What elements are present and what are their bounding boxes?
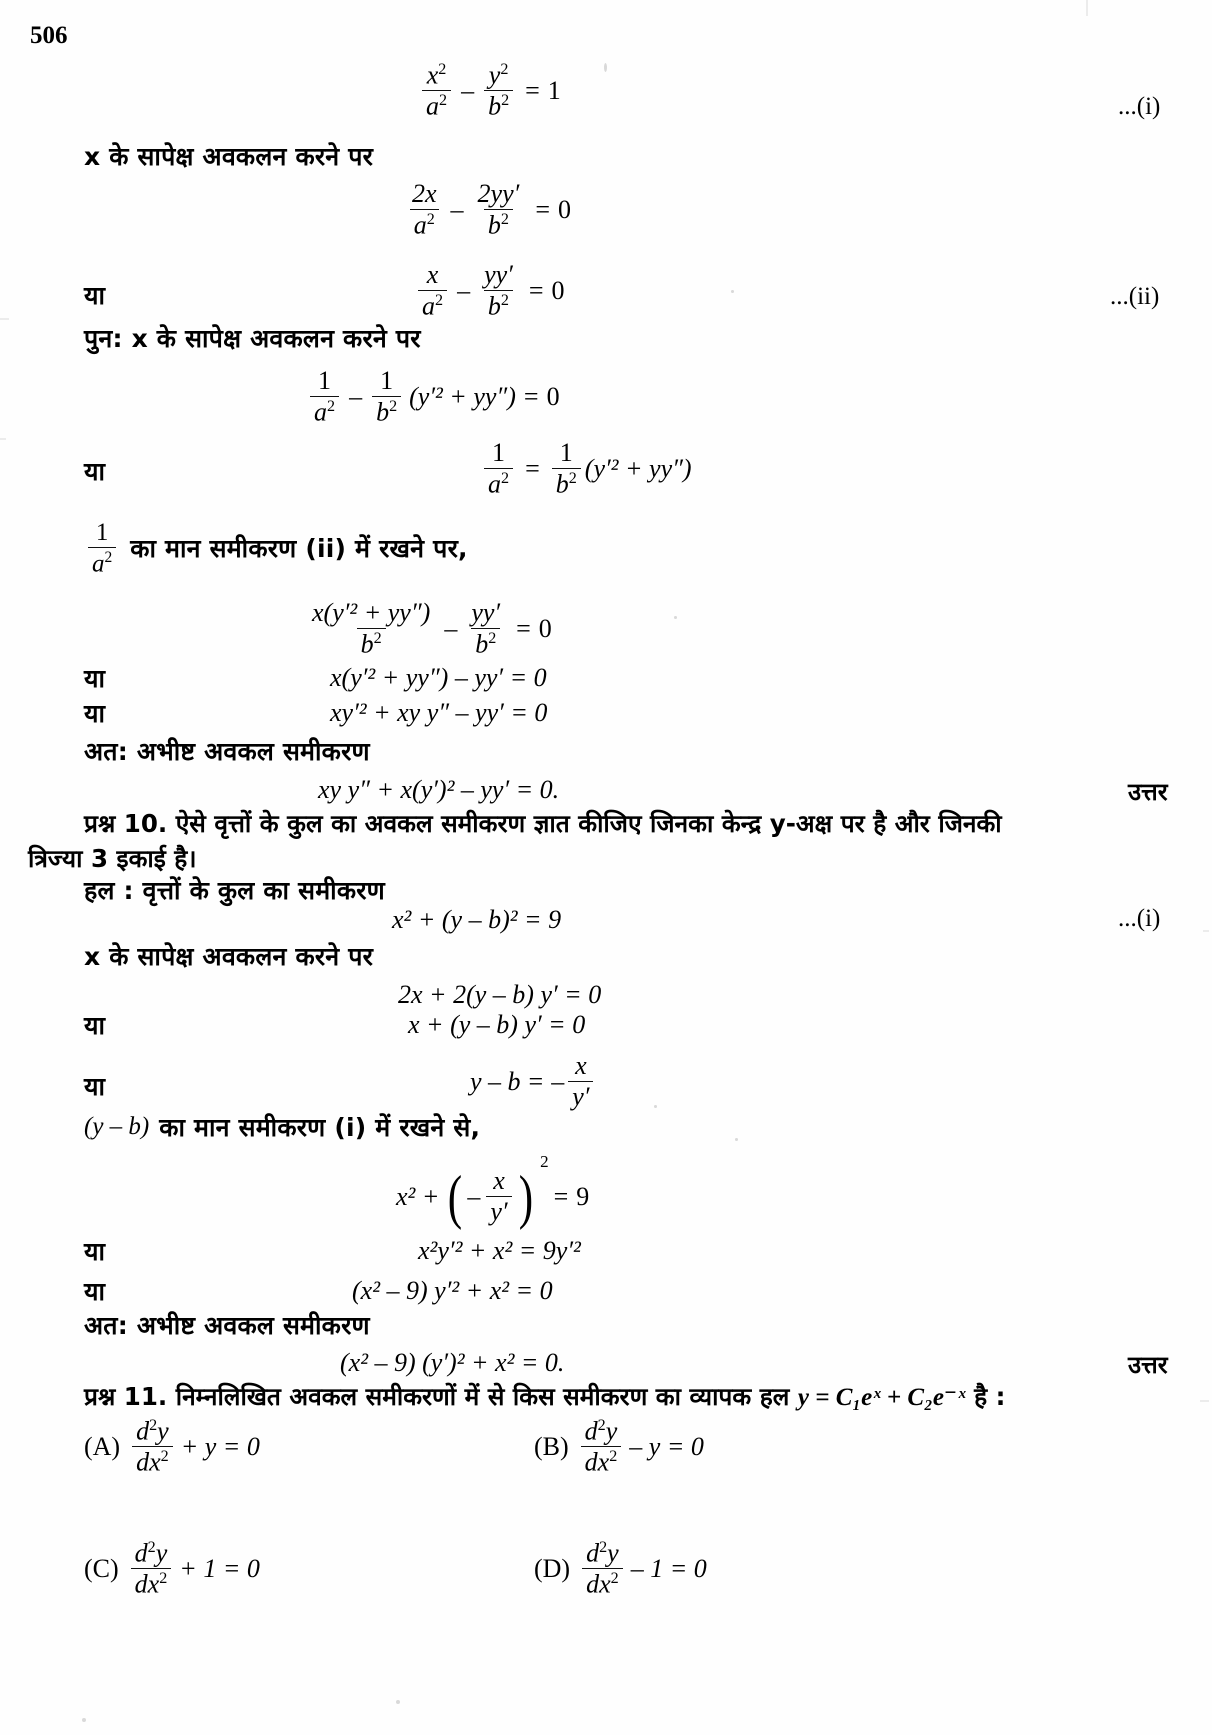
minus-sign: – <box>551 1066 565 1096</box>
equals-sign: = <box>525 76 540 106</box>
option-a-tail: + y = 0 <box>180 1432 260 1462</box>
fraction-x-over-yprime: $\frac{x}{y'}$ <box>486 1168 511 1225</box>
option-d[interactable] <box>534 1540 707 1598</box>
paren-group-minus-x-over-yprime <box>445 1152 549 1230</box>
equals-sign: = <box>553 1181 569 1211</box>
equation-circle-derivative-1: 2x + 2(y – b) y′ = 0 <box>398 980 602 1009</box>
option-b-label: (B) <box>534 1432 569 1462</box>
equation-first-derivative-simplified <box>414 262 565 320</box>
fraction-x-over-yprime: $\frac{x}{y'}$ <box>568 1053 593 1110</box>
right-paren: ) <box>518 1163 533 1230</box>
fraction-2yyprime-over-b2: $\frac{2yy'}{b^2}$ <box>477 179 520 240</box>
scan-speck <box>654 1105 657 1108</box>
equation-final-q9: xy y″ + x(y′)² – yy′ = 0. <box>318 775 560 804</box>
option-c[interactable] <box>84 1540 260 1598</box>
fraction-yyprime-over-b2: $\frac{yy'}{b^2}$ <box>471 598 501 659</box>
label-ya-5: या <box>84 1011 106 1040</box>
option-a[interactable] <box>84 1418 260 1476</box>
scan-edge-mark <box>1086 0 1088 16</box>
fraction-yyprime-over-b2: $\frac{yy'}{b^2}$ <box>484 260 513 321</box>
fraction-1-over-a2: $\frac{1}{a^2}$ <box>484 440 513 498</box>
equation-hyperbola <box>418 62 561 120</box>
minus-operator: – <box>450 194 464 224</box>
fraction-y2-over-b2: $\frac{y^2}{b^2}$ <box>484 62 513 120</box>
answer-label-1: उत्तर <box>1128 778 1168 806</box>
fraction-x-over-a2: $\frac{x}{a^2}$ <box>418 262 447 320</box>
scan-edge-mark <box>0 438 6 440</box>
text-substitute-in-ii: का मान समीकरण (ii) में रखने पर, <box>130 534 468 564</box>
minus-operator: – <box>457 275 471 305</box>
label-ya-8: या <box>84 1277 106 1306</box>
scan-speck <box>674 616 677 619</box>
question-11-text-before: निम्नलिखित अवकल समीकरणों में से किस समीकरण का व्यापक हल <box>175 1382 790 1411</box>
text-hence-required-de-1: अत: अभीष्ट अवकल समीकरण <box>84 737 370 766</box>
question-11-general-solution: y = C₁eˣ + C₂e⁻ˣ <box>797 1384 966 1411</box>
equals-sign: = <box>525 453 540 483</box>
question-11-number: प्रश्न 11. <box>84 1382 168 1411</box>
equation-first-derivative <box>404 181 571 239</box>
equation-circle-substituted <box>396 1152 590 1230</box>
option-d-label: (D) <box>534 1554 571 1584</box>
label-ya-1: या <box>84 281 106 310</box>
label-ya-7: या <box>84 1237 106 1266</box>
option-b[interactable] <box>534 1418 704 1476</box>
label-ya-3: या <box>84 664 106 693</box>
option-d-tail: – 1 = 0 <box>630 1554 707 1584</box>
inline-fraction-1-over-a2: $\frac{1}{a^2}$ <box>88 520 116 576</box>
scan-edge-mark <box>1200 1400 1209 1402</box>
line-substitute-yb <box>84 1110 480 1144</box>
label-ya-6: या <box>84 1072 106 1101</box>
rhs-value: 0 <box>558 194 571 224</box>
equation-final-q10: (x² – 9) (y′)² + x² = 0. <box>340 1348 565 1377</box>
fraction-d2y-over-dx2: $\frac{d^2y}{dx^2}$ <box>582 1540 623 1598</box>
equals-sign: = <box>523 381 539 411</box>
fraction-xbracket-over-b2: $\frac{\text{x(y′² + yy″)}}{b^2}$ <box>312 598 431 659</box>
page-number: 506 <box>30 22 68 49</box>
question-11-line <box>84 1381 1204 1415</box>
scan-speck <box>731 290 734 293</box>
scan-speck <box>735 1138 738 1141</box>
rhs-value: 0 <box>538 613 552 643</box>
scan-speck <box>82 1718 86 1722</box>
rhs-value: 0 <box>551 275 565 305</box>
minus-operator: – <box>461 76 475 106</box>
equation-substituted <box>304 600 552 658</box>
equation-tag-i: ...(i) <box>1118 93 1161 120</box>
fraction-d2y-over-dx2: $\frac{d^2y}{dx^2}$ <box>581 1418 622 1476</box>
lead-x2-plus: x² + <box>396 1181 440 1211</box>
equation-expand-1: x(y′² + yy″) – yy′ = 0 <box>330 663 547 692</box>
text-solution-prefix: हल : वृत्तों के कुल का समीकरण <box>84 876 385 905</box>
scan-speck <box>604 63 607 72</box>
equals-sign: = <box>528 1066 544 1096</box>
equation-circle-expand-2: (x² – 9) y′² + x² = 0 <box>352 1276 553 1305</box>
exponent-2: 2 <box>540 1152 549 1171</box>
label-ya-4: या <box>84 699 106 728</box>
equation-inverse-a2 <box>480 440 692 498</box>
label-ya-2: या <box>84 457 106 486</box>
text-differentiate-wrt-x: x के सापेक्ष अवकलन करने पर <box>84 142 374 171</box>
equation-tag-ii: ...(ii) <box>1110 283 1160 310</box>
text-differentiate-wrt-x-2: x के सापेक्ष अवकलन करने पर <box>84 942 374 971</box>
equation-circle-derivative-2: x + (y – b) y′ = 0 <box>408 1010 586 1039</box>
equation-circle-expand-1: x²y′² + x² = 9y′² <box>418 1236 581 1265</box>
minus-sign: – <box>467 1181 481 1211</box>
expr-y-minus-b-paren: (y – b) <box>84 1113 150 1140</box>
option-c-tail: + 1 = 0 <box>179 1554 260 1584</box>
line-substitute-in-ii <box>84 520 468 576</box>
lhs-y-minus-b: y – b <box>470 1066 521 1096</box>
question-10-line-2: त्रिज्या 3 इकाई है। <box>28 844 197 873</box>
fraction-d2y-over-dx2: $\frac{d^2y}{dx^2}$ <box>132 1418 173 1476</box>
fraction-x2-over-a2: $\frac{x^2}{a^2}$ <box>422 62 451 120</box>
rhs-value: 9 <box>576 1181 590 1211</box>
scan-speck <box>396 1700 400 1704</box>
question-10-text-line-1: ऐसे वृत्तों के कुल का अवकल समीकरण ज्ञात कीजिए जिनका केन्द्र y-अक्ष पर है और जिनकी <box>175 809 1002 838</box>
fraction-1-over-a2: $\frac{1}{a^2}$ <box>310 368 339 426</box>
scan-edge-mark <box>1203 930 1209 932</box>
question-10-line-1 <box>84 808 1189 840</box>
equals-sign: = <box>535 194 550 224</box>
option-c-label: (C) <box>84 1554 119 1584</box>
equation-second-derivative <box>306 368 560 426</box>
minus-operator: – <box>349 381 363 411</box>
fraction-d2y-over-dx2: $\frac{d^2y}{dx^2}$ <box>131 1540 172 1598</box>
equation-circle-family: x² + (y – b)² = 9 <box>392 905 562 934</box>
text-hence-required-de-2: अत: अभीष्ट अवकल समीकरण <box>84 1311 370 1340</box>
left-paren: ( <box>448 1163 463 1230</box>
text-substitute-yb-in-i: का मान समीकरण (i) में रखने से, <box>159 1113 481 1142</box>
equals-sign: = <box>528 275 544 305</box>
fraction-2x-over-a2: $\frac{2x}{a^2}$ <box>408 181 441 239</box>
equals-sign: = <box>516 613 531 643</box>
equation-expand-2: xy′² + xy y″ – yy′ = 0 <box>330 698 548 727</box>
minus-operator: – <box>444 613 458 643</box>
equation-y-minus-b <box>470 1053 597 1110</box>
question-10-number: प्रश्न 10. <box>84 809 168 838</box>
text-again-differentiate-wrt-x: पुन: x के सापेक्ष अवकलन करने पर <box>84 324 421 353</box>
option-a-label: (A) <box>84 1432 121 1462</box>
scan-edge-mark <box>0 318 9 320</box>
question-11-text-after: है : <box>974 1382 1006 1411</box>
rhs-value: 0 <box>546 381 560 411</box>
fraction-1-over-b2: $\frac{1}{b^2}$ <box>372 368 401 426</box>
option-b-tail: – y = 0 <box>629 1432 704 1462</box>
bracket-yprime2-plus-yyprime2: (y′² + yy″) <box>584 453 692 483</box>
answer-label-2: उत्तर <box>1128 1351 1168 1379</box>
fraction-1-over-b2: $\frac{1}{b^2}$ <box>552 440 581 498</box>
equation-tag-i-2: ...(i) <box>1118 905 1161 932</box>
rhs-value: 1 <box>547 76 561 106</box>
bracket-yprime2-plus-yyprime2: (y′² + yy″) <box>409 381 516 411</box>
